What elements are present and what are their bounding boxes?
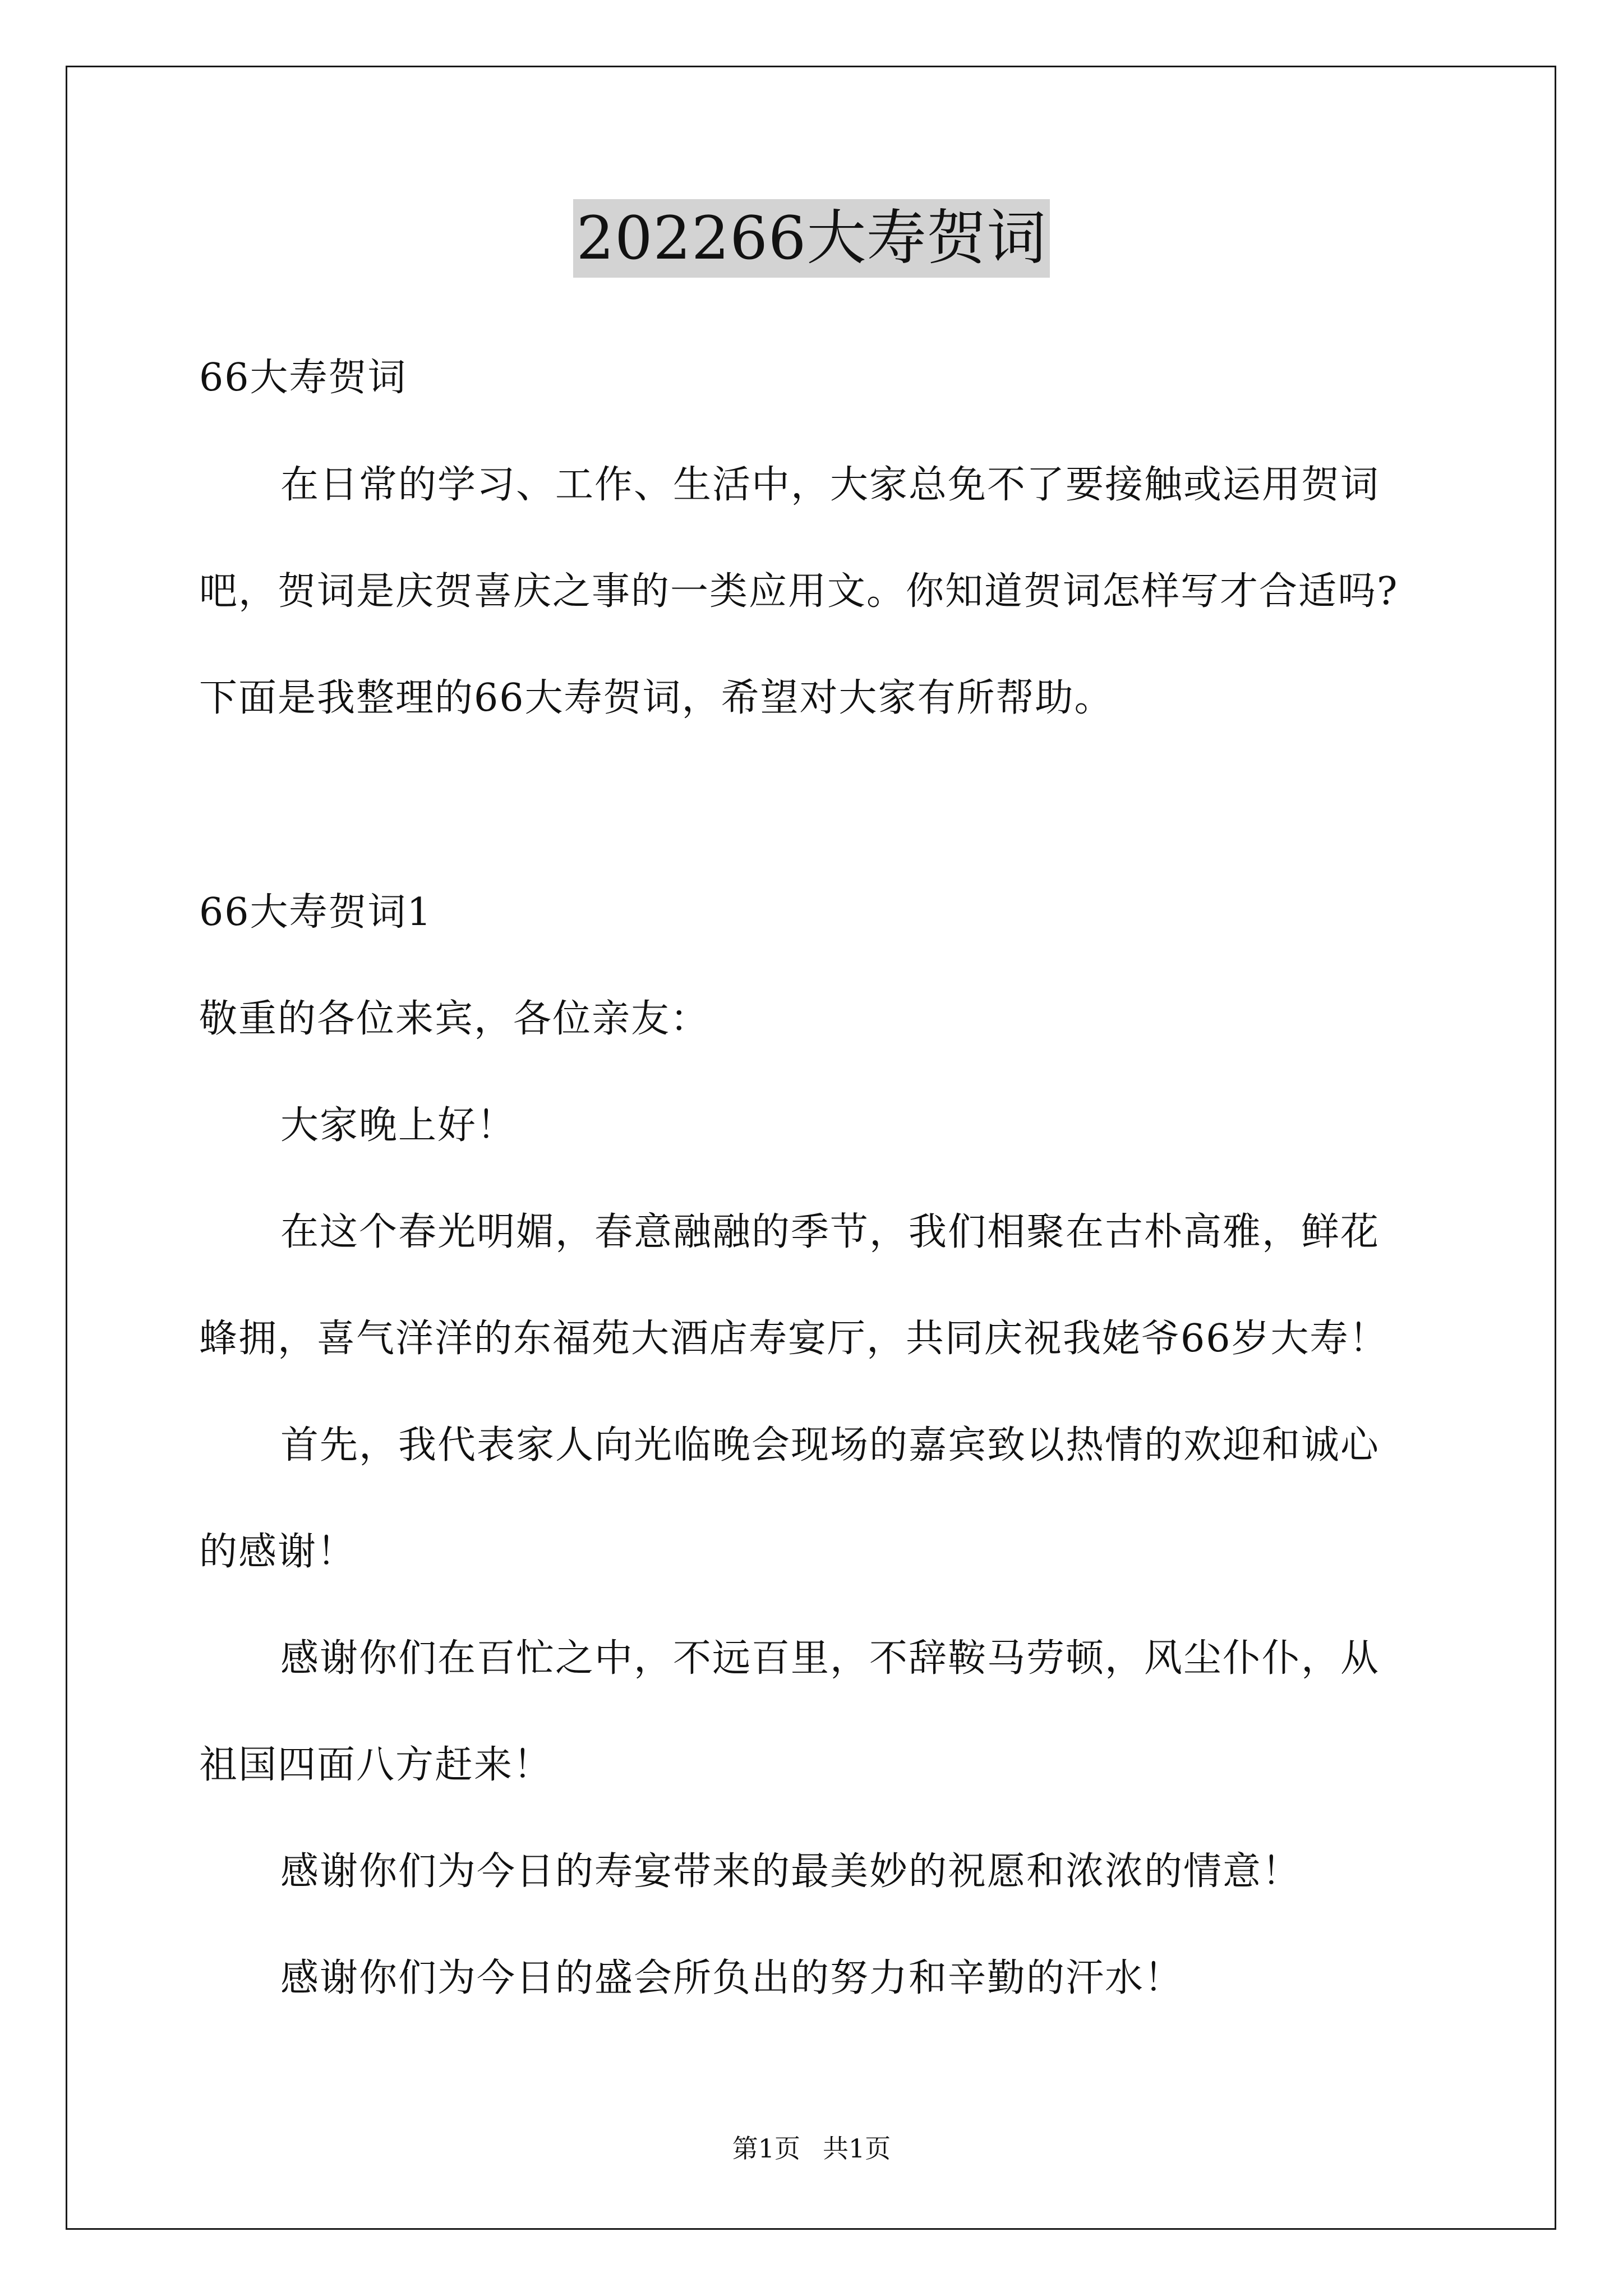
paragraph-line: 下面是我整理的66大寿贺词，希望对大家有所帮助。 <box>199 676 1114 720</box>
paragraph-line: 祖国四面八方赶来！ <box>199 1743 553 1787</box>
paragraph-line: 大家晚上好！ <box>280 1103 517 1148</box>
page-footer <box>0 2132 1623 2165</box>
title-container <box>0 199 1623 278</box>
paragraph-line: 首先，我代表家人向光临晚会现场的嘉宾致以热情的欢迎和诚心 <box>280 1423 1380 1467</box>
section-heading: 66大寿贺词1 <box>199 890 432 935</box>
paragraph-line: 吧，贺词是庆贺喜庆之事的一类应用文。你知道贺词怎样写才合适吗? <box>199 569 1399 614</box>
document-title: 202266大寿贺词 <box>573 199 1050 278</box>
page-number: 第1页 <box>732 2133 800 2164</box>
paragraph-line: 在日常的学习、工作、生活中，大家总免不了要接触或运用贺词 <box>280 463 1380 507</box>
paragraph-line: 感谢你们为今日的盛会所负出的努力和辛勤的汗水！ <box>280 1956 1184 2000</box>
paragraph-line: 的感谢！ <box>199 1530 357 1574</box>
section-heading: 66大寿贺词 <box>199 356 407 400</box>
paragraph-line: 在这个春光明媚，春意融融的季节，我们相聚在古朴高雅，鲜花 <box>280 1210 1380 1254</box>
paragraph-line: 蜂拥，喜气洋洋的东福苑大酒店寿宴厅，共同庆祝我姥爷66岁大寿！ <box>199 1317 1389 1361</box>
page-total: 共1页 <box>823 2133 891 2164</box>
paragraph-line: 感谢你们为今日的寿宴带来的最美妙的祝愿和浓浓的情意！ <box>280 1849 1302 1894</box>
paragraph-line: 感谢你们在百忙之中，不远百里，不辞鞍马劳顿，风尘仆仆，从 <box>280 1636 1380 1681</box>
salutation-line: 敬重的各位来宾，各位亲友： <box>199 997 710 1041</box>
